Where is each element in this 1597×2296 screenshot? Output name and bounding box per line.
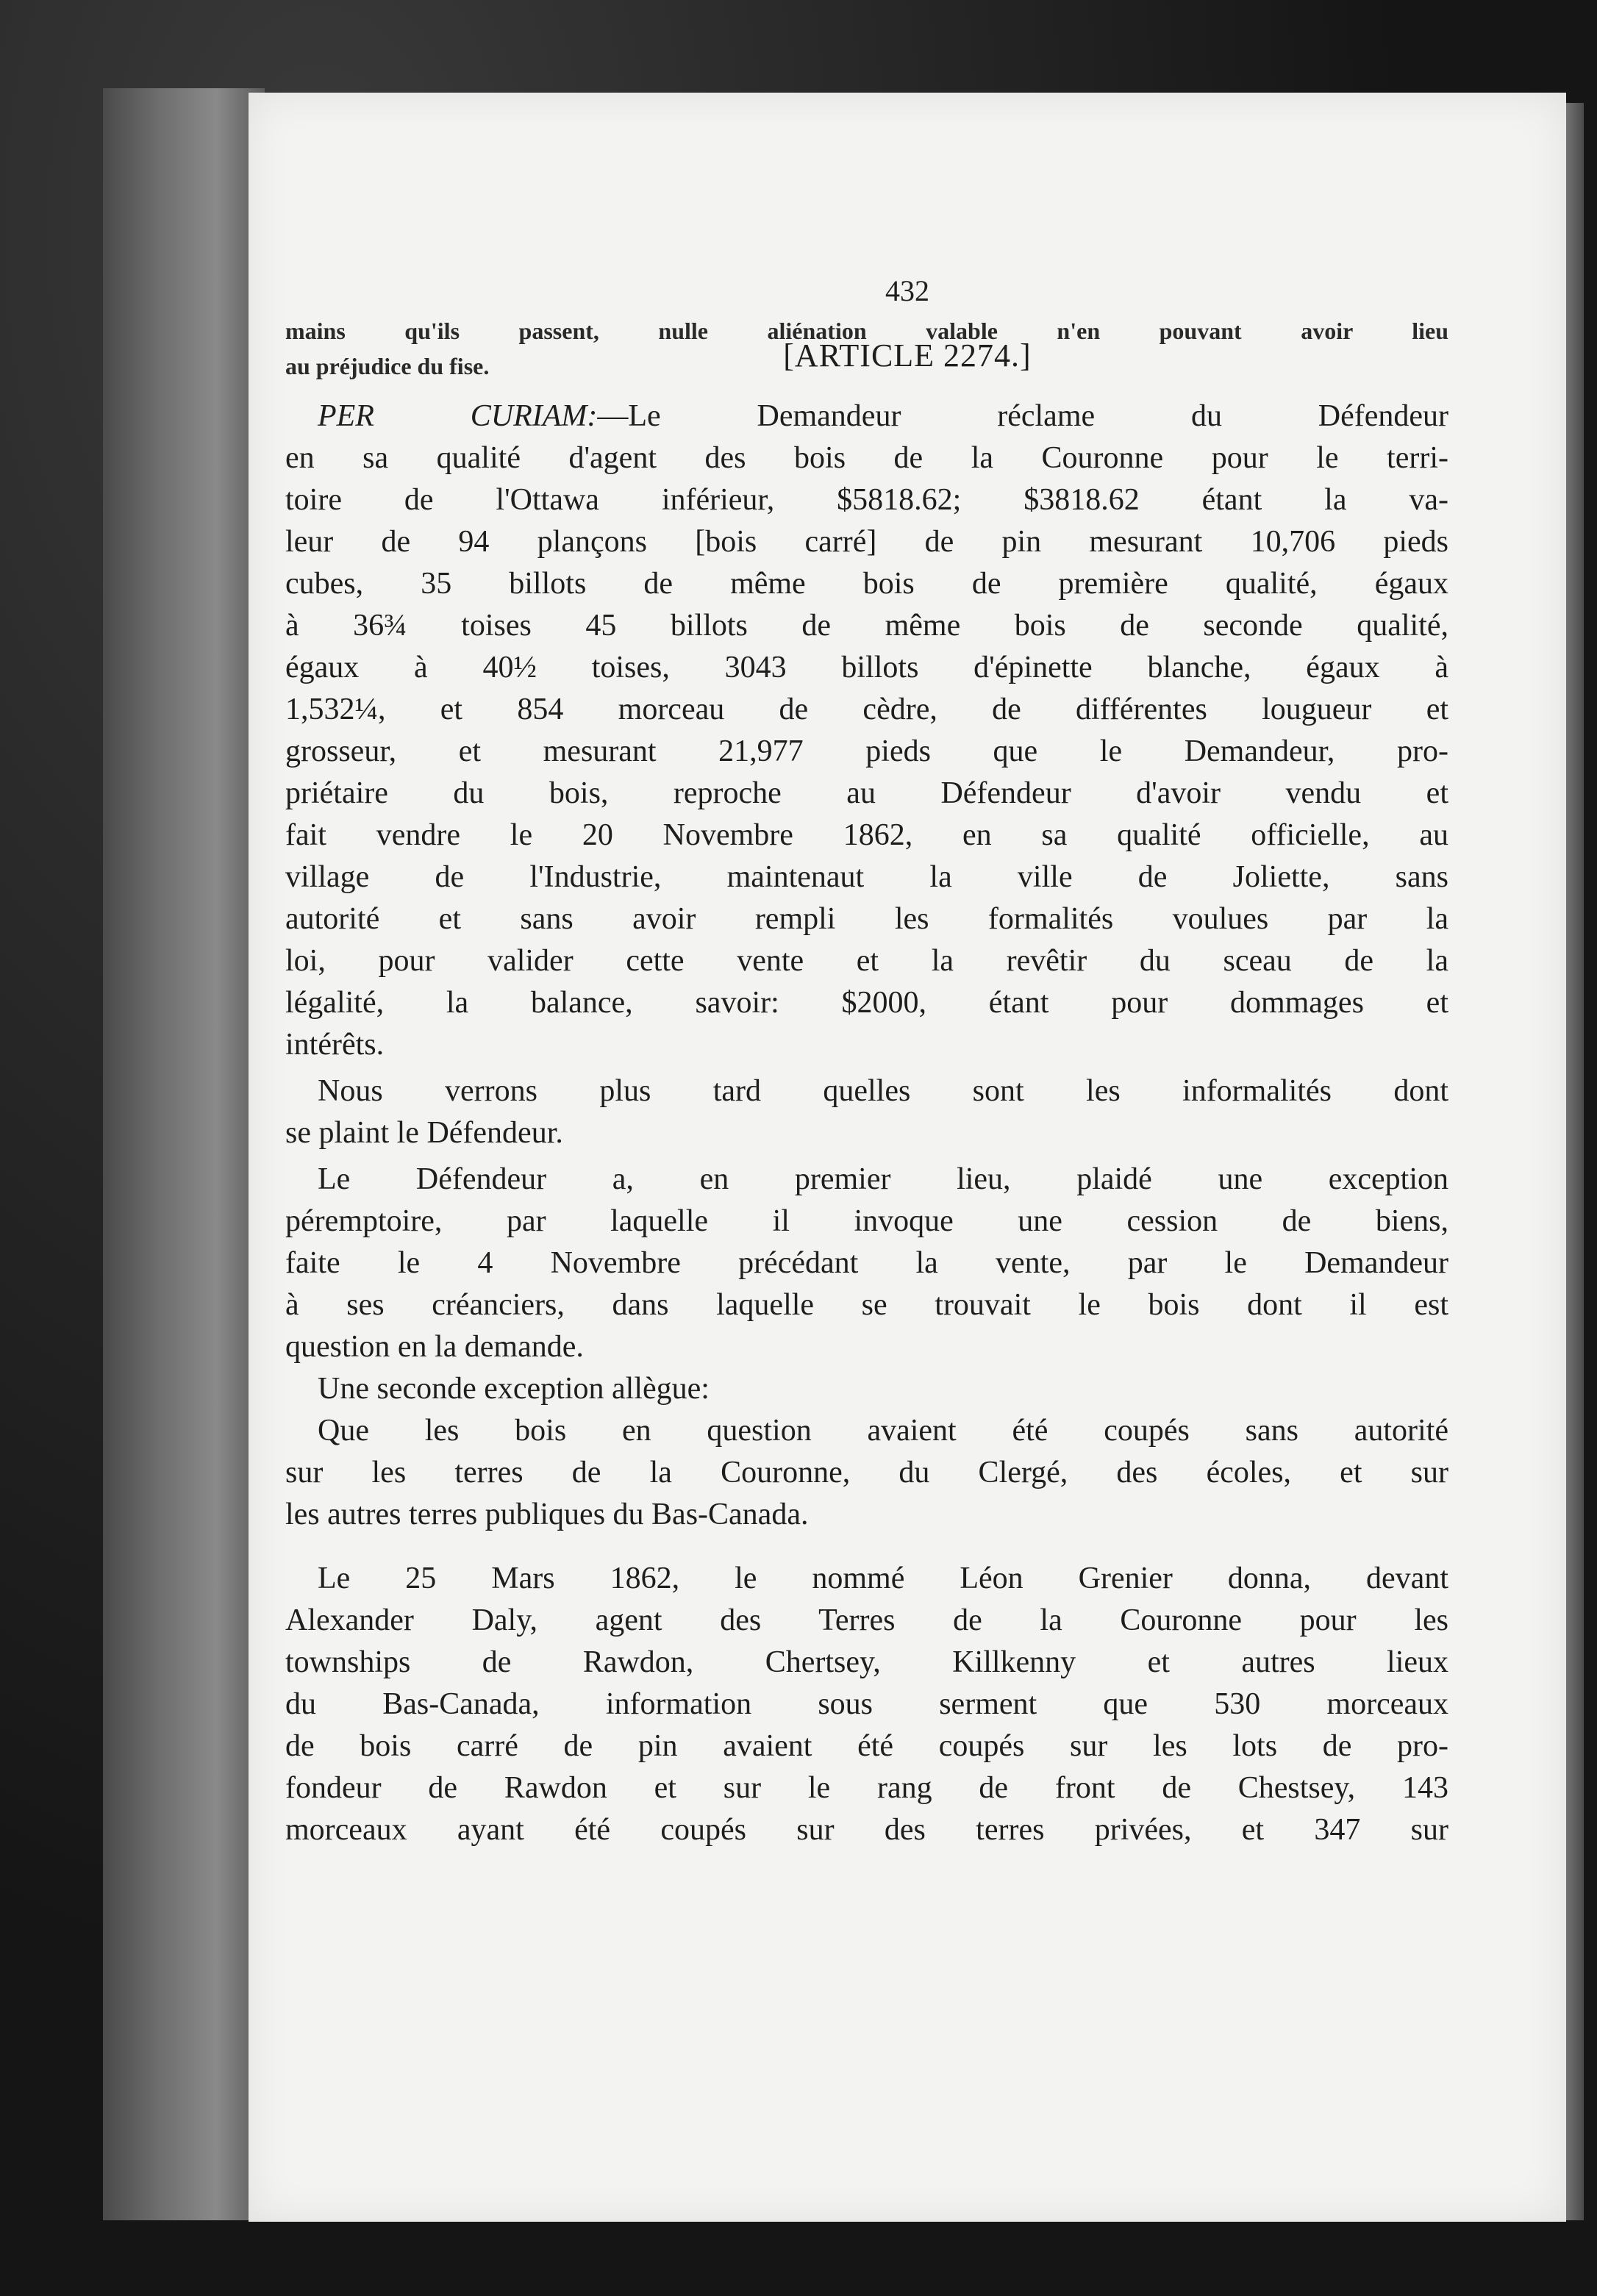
per-curiam-label: PER CURIAM:	[318, 399, 598, 433]
paragraph-seconde-exception	[285, 1368, 1448, 1410]
paragraph-bois-coupes	[285, 1410, 1448, 1536]
paragraph-line: sur les terres de la Couronne, du Clergé, des écoles, et sur	[285, 1456, 1448, 1489]
paragraph-line: Une seconde exception allègue:	[318, 1372, 710, 1406]
paragraph-line: égaux à 40½ toises, 3043 billots d'épinette blanche, égaux à	[285, 651, 1448, 684]
paragraph-line: grosseur, et mesurant 21,977 pieds que le Demandeur, pro-	[285, 734, 1448, 768]
paragraph-line: faite le 4 Novembre précédant la vente, par le Demandeur	[285, 1246, 1448, 1280]
paragraph-line: question en la demande.	[285, 1330, 584, 1364]
paragraph-line: légalité, la balance, savoir: $2000, étant pour dommages et	[285, 986, 1448, 1020]
paragraph-line: les autres terres publiques du Bas-Canada.	[285, 1498, 809, 1531]
paragraph-line: de bois carré de pin avaient été coupés sur les lots de pro-	[285, 1729, 1448, 1763]
paragraph-line: priétaire du bois, reproche au Défendeur d'avoir vendu et	[285, 776, 1448, 810]
paragraph-line: du Bas-Canada, information sous serment que 530 morceaux	[285, 1687, 1448, 1721]
paragraph-line: toire de l'Ottawa inférieur, $5818.62; $3818.62 étant la va-	[285, 483, 1448, 517]
paragraph-line: fait vendre le 20 Novembre 1862, en sa qualité officielle, au	[285, 818, 1448, 852]
footnote-line: mains qu'ils passent, nulle aliénation valable n'en pouvant avoir lieu	[285, 318, 1448, 344]
paragraph-line: leur de 94 plançons [bois carré] de pin mesurant 10,706 pieds	[285, 525, 1448, 559]
book-right-edge	[1565, 103, 1584, 2220]
paragraph-line: Que les bois en question avaient été coupés sans autorité	[318, 1414, 1448, 1448]
paragraph-line: Le Défendeur a, en premier lieu, plaidé une exception	[318, 1162, 1448, 1196]
paragraph-line: autorité et sans avoir rempli les formalités voulues par la	[285, 902, 1448, 936]
paragraph-line: townships de Rawdon, Chertsey, Killkenny et autres lieux	[285, 1645, 1448, 1679]
paragraph-line: intérêts.	[285, 1028, 385, 1062]
footnote-line: au préjudice du fise.	[285, 353, 490, 379]
paragraph-line: 1,532¼, et 854 morceau de cèdre, de différentes lougueur et	[285, 693, 1448, 726]
paragraph-leon-grenier	[285, 1558, 1448, 1851]
paragraph-line: loi, pour valider cette vente et la revêtir du sceau de la	[285, 944, 1448, 978]
paragraph-line: morceaux ayant été coupés sur des terres privées, et 347 sur	[285, 1813, 1448, 1847]
paragraph-line: à 36¾ toises 45 billots de même bois de seconde qualité,	[285, 609, 1448, 643]
paragraph-line-text: —Le Demandeur réclame du Défendeur	[597, 399, 1448, 433]
paragraph-line: en sa qualité d'agent des bois de la Couronne pour le terri-	[285, 441, 1448, 475]
paragraph-informalites	[285, 1070, 1448, 1154]
paragraph-line: Nous verrons plus tard quelles sont les informalités dont	[318, 1074, 1448, 1108]
article-heading: [ARTICLE 2274.]	[783, 337, 1032, 373]
paragraph-per-curiam	[285, 396, 1448, 1066]
paragraph-line: à ses créanciers, dans laquelle se trouvait le bois dont il est	[285, 1288, 1448, 1322]
paragraph-exception-peremptoire	[285, 1159, 1448, 1368]
paragraph-line: Le 25 Mars 1862, le nommé Léon Grenier donna, devant	[318, 1562, 1448, 1595]
paragraph-line: cubes, 35 billots de même bois de première qualité, égaux	[285, 567, 1448, 601]
paragraph-line	[285, 396, 1448, 437]
page-number: 432	[885, 274, 929, 307]
page-text	[285, 313, 1448, 1851]
paragraph-line: Alexander Daly, agent des Terres de la Couronne pour les	[285, 1603, 1448, 1637]
book-page-edge	[103, 88, 265, 2220]
paragraph-line: se plaint le Défendeur.	[285, 1116, 563, 1150]
paragraph-line: fondeur de Rawdon et sur le rang de front de Chestsey, 143	[285, 1771, 1448, 1805]
paragraph-line: péremptoire, par laquelle il invoque une cession de biens,	[285, 1204, 1448, 1238]
footnote-continuation	[285, 313, 1448, 384]
paragraph-line: village de l'Industrie, maintenaut la ville de Joliette, sans	[285, 860, 1448, 894]
